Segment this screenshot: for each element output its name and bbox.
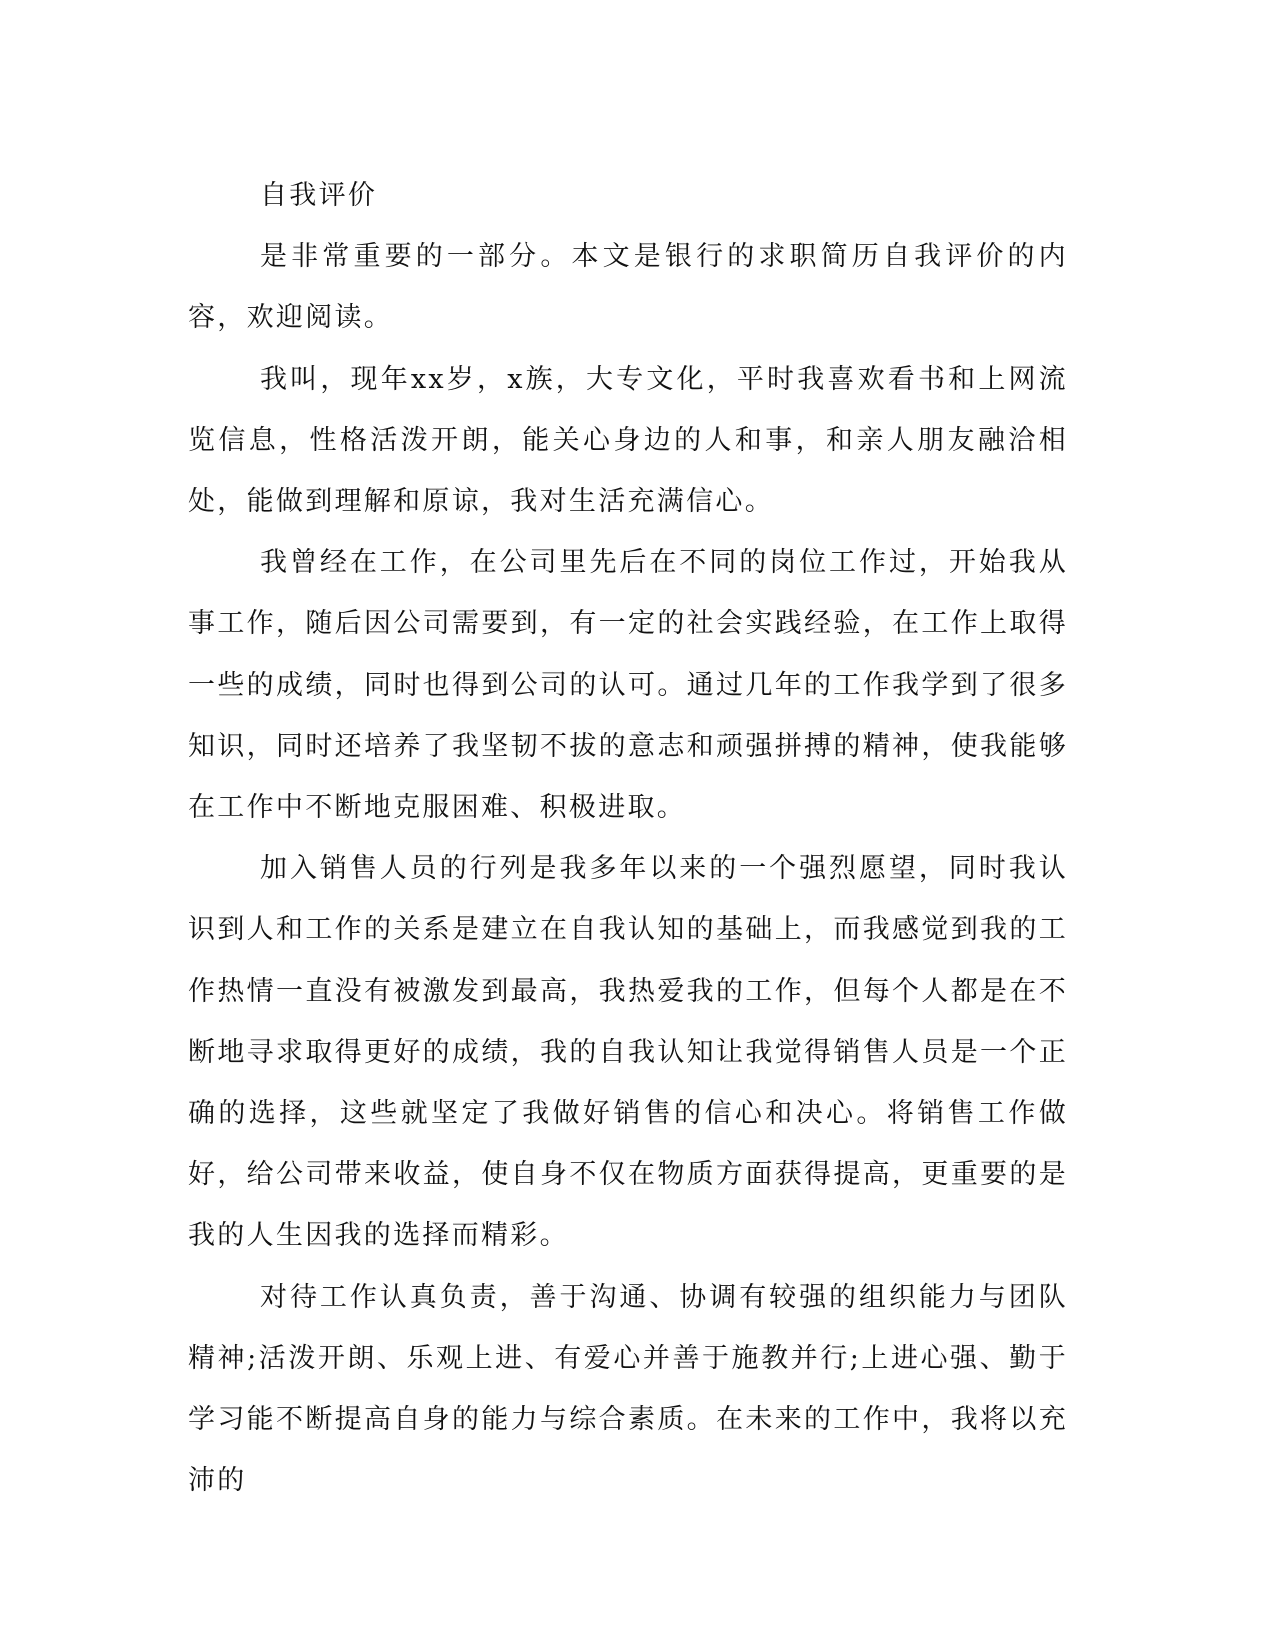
work-experience-paragraph: 我曾经在工作，在公司里先后在不同的岗位工作过，开始我从事工作，随后因公司需要到，有一定的社会实践经验，在工作上取得一些的成绩，同时也得到公司的认可。通过几年的工作我学到了很多知识，同时还培养了我坚韧不拔的意志和顽强拼搏的精神，使我能够在工作中不断地克服困难、积极进取。 (188, 547, 1068, 824)
document-body (188, 165, 1068, 1511)
self-assessment-paragraph: 对待工作认真负责，善于沟通、协调有较强的组织能力与团队精神;活泼开朗、乐观上进、有爱心并善于施教并行;上进心强、勤于学习能不断提高自身的能力与综合素质。在未来的工作中，我将以充沛的 (188, 1281, 1068, 1497)
intro-paragraph: 是非常重要的一部分。本文是银行的求职简历自我评价的内容，欢迎阅读。 (188, 241, 1068, 334)
personal-info-paragraph: 我叫，现年xx岁，x族，大专文化，平时我喜欢看书和上网流览信息，性格活泼开朗，能关心身边的人和事，和亲人朋友融洽相处，能做到理解和原谅，我对生活充满信心。 (188, 363, 1068, 518)
section-heading: 自我评价 (260, 180, 378, 211)
sales-aspiration-paragraph: 加入销售人员的行列是我多年以来的一个强烈愿望，同时我认识到人和工作的关系是建立在自我认知的基础上，而我感觉到我的工作热情一直没有被激发到最高，我热爱我的工作，但每个人都是在不断地寻求取得更好的成绩，我的自我认知让我觉得销售人员是一个正确的选择，这些就坚定了我做好销售的信心和决心。将销售工作做好，给公司带来收益，使自身不仅在物质方面获得提高，更重要的是我的人生因我的选择而精彩。 (188, 853, 1068, 1252)
